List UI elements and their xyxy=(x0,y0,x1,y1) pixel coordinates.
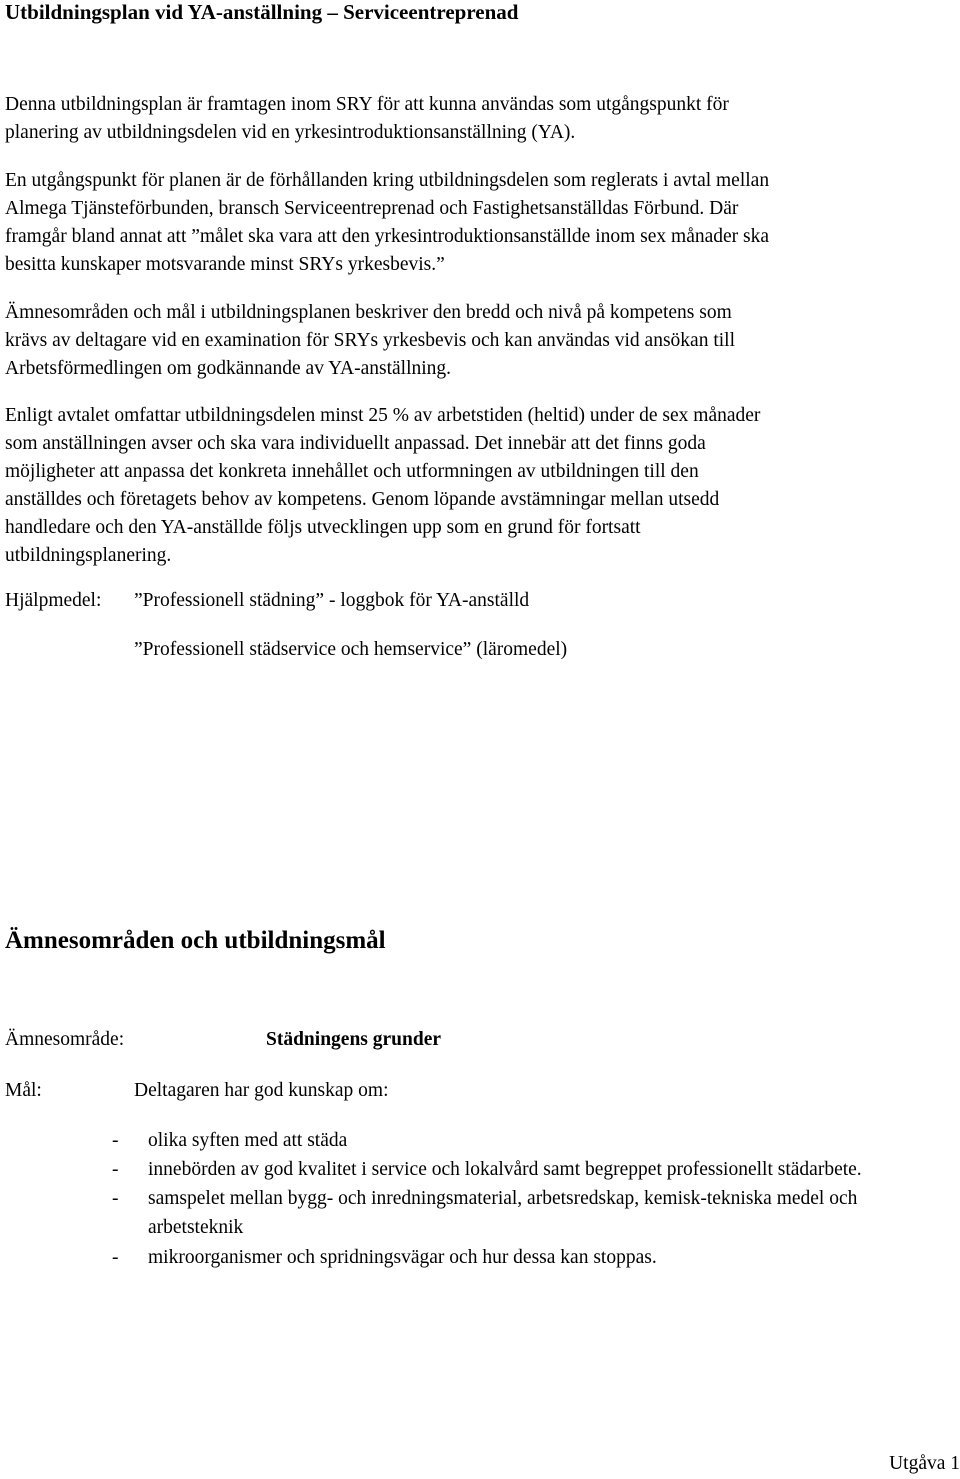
paragraph-line: anställdes och företagets behov av kompetens. Genom löpande avstämningar mellan utsedd xyxy=(5,489,720,510)
aids-item: ”Professionell städning” - loggbok för YA-anställd xyxy=(134,590,530,611)
paragraph-line: besitta kunskaper motsvarande minst SRYs yrkesbevis.” xyxy=(5,254,445,275)
paragraph-line: Denna utbildningsplan är framtagen inom SRY för att kunna användas som utgångspunkt för xyxy=(5,94,729,115)
dash-marker: - xyxy=(112,1130,119,1151)
paragraph-line: En utgångspunkt för planen är de förhållanden kring utbildningsdelen som reglerats i avtal mellan xyxy=(5,170,770,191)
list-item-text: mikroorganismer och spridningsvägar och hur dessa kan stoppas. xyxy=(148,1247,657,1268)
paragraph-line: handledare och den YA-anställde följs utvecklingen upp som en grund för fortsatt xyxy=(5,517,641,538)
subject-label: Ämnesområde: xyxy=(5,1029,125,1050)
goal-label: Mål: xyxy=(5,1080,42,1101)
paragraph-line: Almega Tjänsteförbunden, bransch Serviceentreprenad och Fastighetsanställdas Förbund. Där xyxy=(5,198,739,219)
paragraph-line: Ämnesområden och mål i utbildningsplanen beskriver den bredd och nivå på kompetens som xyxy=(5,302,732,323)
paragraph-line: som anställningen avser och ska vara individuellt anpassad. Det innebär att det finns goda xyxy=(5,433,706,454)
edition-footer: Utgåva 1 xyxy=(889,1453,960,1474)
list-item-text: arbetsteknik xyxy=(148,1217,244,1238)
scope-paragraph xyxy=(5,402,955,570)
document-title: Utbildningsplan vid YA-anställning – Serviceentreprenad xyxy=(5,0,519,24)
dash-marker: - xyxy=(112,1247,119,1268)
aids-label: Hjälpmedel: xyxy=(5,590,102,611)
dash-marker: - xyxy=(112,1159,119,1180)
subject-value: Städningens grunder xyxy=(266,1029,442,1050)
intro-paragraph xyxy=(5,91,955,147)
aids-item: ”Professionell städservice och hemservice” (läromedel) xyxy=(134,639,568,660)
paragraph-line: krävs av deltagare vid en examination för SRYs yrkesbevis och kan användas vid ansökan till xyxy=(5,330,735,351)
list-item-text: olika syften med att städa xyxy=(148,1130,348,1151)
paragraph-line: Enligt avtalet omfattar utbildningsdelen minst 25 % av arbetstiden (heltid) under de sex månader xyxy=(5,405,761,426)
paragraph-line: utbildningsplanering. xyxy=(5,545,172,566)
list-item-text: innebörden av god kvalitet i service och lokalvård samt begreppet professionellt städarbete. xyxy=(148,1159,862,1180)
section-heading: Ämnesområden och utbildningsmål xyxy=(5,927,386,954)
paragraph-line: planering av utbildningsdelen vid en yrkesintroduktionsanställning (YA). xyxy=(5,122,576,143)
agreement-paragraph xyxy=(5,167,955,279)
paragraph-line: framgår bland annat att ”målet ska vara att den yrkesintroduktionsanställde inom sex månader ska xyxy=(5,226,770,247)
dash-marker: - xyxy=(112,1188,119,1209)
paragraph-line: Arbetsförmedlingen om godkännande av YA-anställning. xyxy=(5,358,452,379)
subjects-paragraph xyxy=(5,299,955,383)
goal-intro: Deltagaren har god kunskap om: xyxy=(134,1080,389,1101)
list-item-text: samspelet mellan bygg- och inredningsmaterial, arbetsredskap, kemisk-tekniska medel och xyxy=(148,1188,858,1209)
paragraph-line: möjligheter att anpassa det konkreta innehållet och utformningen av utbildningen till den xyxy=(5,461,699,482)
